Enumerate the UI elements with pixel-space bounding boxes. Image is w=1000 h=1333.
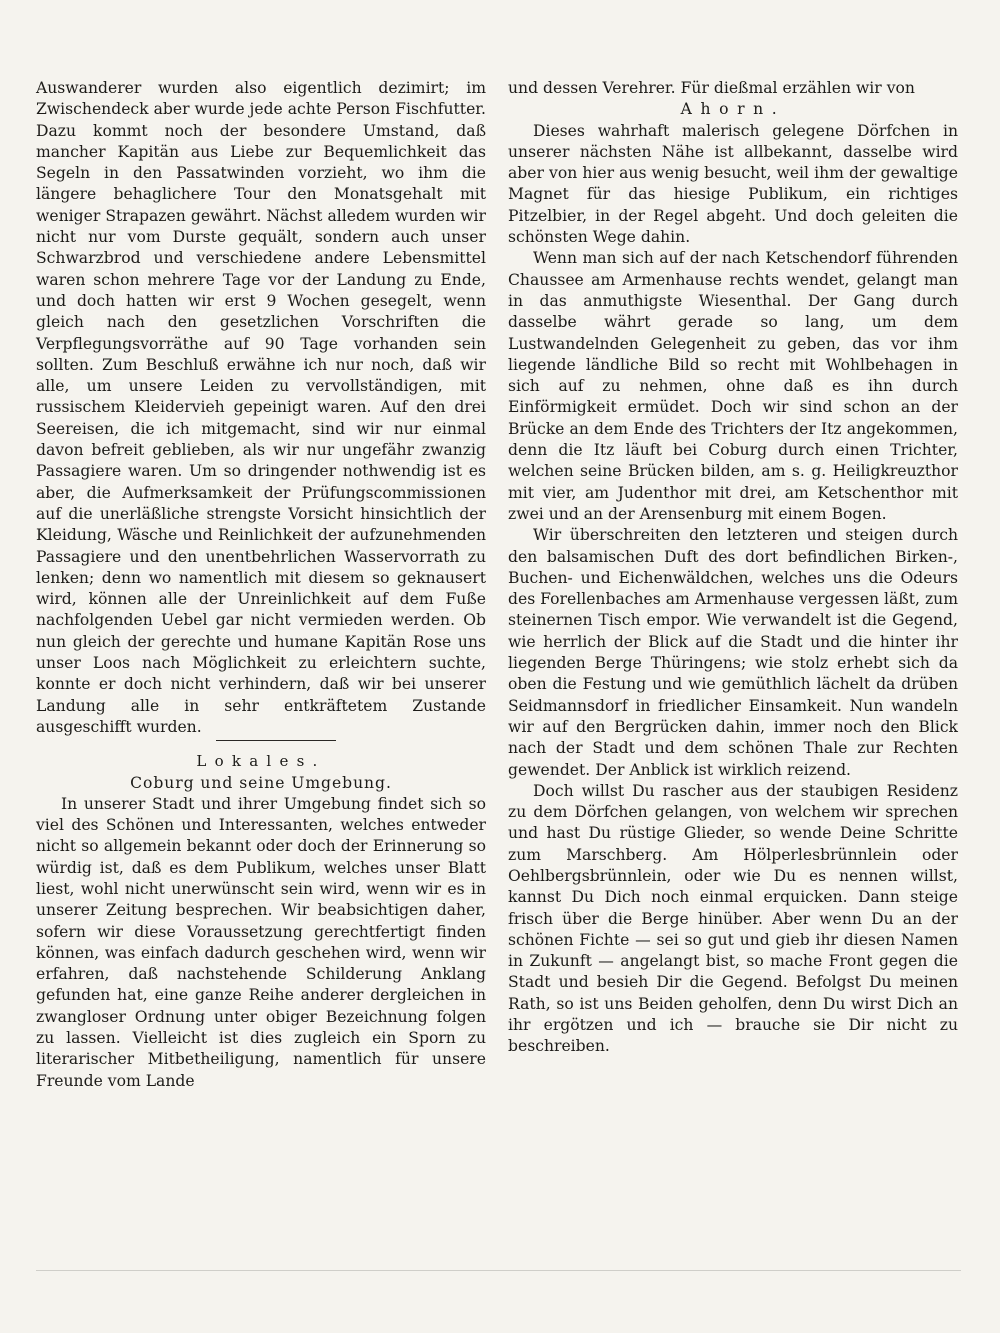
- bottom-rule: [36, 1270, 961, 1271]
- left-column: [36, 78, 486, 1092]
- forest-walk-paragraph: Wir überschreiten den letzteren und steigen durch den balsamischen Duft des dort befindlichen Birken-, Buchen- und Eichenwäldchen, welches uns die Odeurs des Forellenbaches am Armenhause vergessen läßt, zum steinernen Tisch empor. Wie verwandelt ist die Gegend, wie herrlich der Blick auf die Stadt und die hinter ihr liegenden Berge Thüringens; wie stolz erhebt sich da oben die Festung und wie gemüthlich lächelt da drüben Seidmannsdorf in friedlicher Einsamkeit. Nun wandeln wir auf den Bergrücken dahin, immer noch den Blick nach der Stadt und dem schönen Thale zur Rechten gewendet. Der Anblick ist wirklich reizend.: [508, 526, 958, 779]
- article-intro-paragraph: In unserer Stadt und ihrer Umgebung findet sich so viel des Schönen und Interessanten, welches entweder nicht so allgemein bekannt oder doch der Erinnerung so würdig ist, daß es dem Publikum, welches unser Blatt liest, wohl nicht unerwünscht sein wird, wenn wir es in unserer Zeitung besprechen. Wir beabsichtigen daher, sofern wir diese Voraussetzung gerechtfertigt finden können, was einfach dadurch geschehen wird, wenn wir erfahren, daß nachstehende Schilderung Anklang gefunden hat, eine ganze Reihe anderer dergleichen in zwangloser Ordnung unter obiger Bezeichnung folgen zu lassen. Vielleicht ist dies zugleich ein Sporn zu literarischer Mitbetheiligung, namentlich für unsere Freunde vom Lande: [36, 794, 486, 1090]
- route-description-paragraph: Wenn man sich auf der nach Ketschendorf führenden Chaussee am Armenhause rechts wendet, gelangt man in das anmuthigste Wiesenthal. Der Gang durch dasselbe währt gerade so lang, um dem Lustwandelnden Gelegenheit zu geben, das vor ihm liegende ländliche Bild so recht mit Wohlbehagen in sich auf zu nehmen, ohne daß es ihn durch Einförmigkeit ermüdet. Doch wir sind schon an der Brücke an dem Ende des Trichters der Itz angekommen, denn die Itz läuft bei Coburg durch einen Trichter, welchen seine Brücken bilden, am s. g. Heiligkreuzthor mit vier, am Judenthor mit drei, am Ketschenthor mit zwei und an der Arensenburg mit einem Bogen.: [508, 249, 958, 523]
- emigration-report-paragraph: Auswanderer wurden also eigentlich dezimirt; im Zwischendeck aber wurde jede achte Person Fischfutter. Dazu kommt noch der besondere Umstand, daß mancher Kapitän aus Liebe zur Bequemlichkeit das Segeln in den Passatwinden vorzieht, wo ihm die längere behaglichere Tour den Monatsgehalt mit weniger Strapazen gewährt. Nächst alledem wurden wir nicht nur vom Durste gequält, sondern auch unser Schwarzbrod und verschiedene andere Lebensmittel waren schon mehrere Tage vor der Landung zu Ende, und doch hatten wir erst 9 Wochen gesegelt, wenn gleich nach den gesetzlichen Vorschriften die Verpflegungsvorräthe auf 90 Tage vorhanden sein sollten. Zum Beschluß erwähne ich nur noch, daß wir alle, um unsere Leiden zu vervollständigen, mit russischem Kleidervieh gepeinigt waren. Auf den drei Seereisen, die ich mitgemacht, sind wir nur einmal davon befreit geblieben, als wir nur ungefähr zwanzig Passagiere waren. Um so dringender nothwendig ist es aber, die Aufmerksamkeit der Prüfungscommissionen auf die unerläßliche strengste Vorsicht hinsichtlich der Kleidung, Wäsche und Reinlichkeit der aufzunehmenden Passagiere und den unentbehrlichen Wasservorrath zu lenken; denn wo namentlich mit diesem so geknausert wird, können alle der Unreinlichkeit auf dem Fuße nachfolgenden Uebel gar nicht vermieden werden. Ob nun gleich der gerechte und humane Kapitän Rose uns unser Loos nach Möglichkeit zu erleichtern suchte, konnte er doch nicht verhindern, daß wir bei unserer Landung alle in sehr entkräftetem Zustande ausgeschifft wurden.: [36, 79, 486, 736]
- article-title: Coburg und seine Umgebung.: [130, 773, 392, 792]
- village-description-paragraph: Dieses wahrhaft malerisch gelegene Dörfchen in unserer nächsten Nähe ist allbekannt, dasselbe wird aber von hier aus wenig besucht, weil ihm der gewaltige Magnet für das hiesige Publikum, ein richtiges Pitzelbier, in der Regel abgeht. Und doch geleiten die schönsten Wege dahin.: [508, 121, 958, 247]
- place-name-heading: Ahorn.: [680, 100, 786, 119]
- section-divider: [216, 740, 336, 741]
- alternative-route-paragraph: Doch willst Du rascher aus der staubigen Residenz zu dem Dörfchen gelangen, von welchem wir sprechen und hast Du rüstige Glieder, so wende Deine Schritte zum Marschberg. Am Hölperlesbrünnlein oder Oehlbergsbrünnlein, oder wie Du es nennen willst, kannst Du Dich noch einmal erquicken. Dann steige frisch über die Berge hinüber. Aber wenn Du an der schönen Fichte — sei so gut und gieb ihr diesen Namen in Zukunft — angelangt bist, so mache Front gegen die Stadt und besieh Dir die Gegend. Befolgst Du meinen Rath, so ist uns Beiden geholfen, denn Du wirst Dich an ihr ergötzen und ich — brauche sie Dir nicht zu beschreiben.: [508, 781, 958, 1056]
- article-continuation-line: und dessen Verehrer. Für dießmal erzählen wir von: [508, 79, 915, 97]
- section-heading: Lokales.: [196, 752, 326, 771]
- right-column: [508, 78, 958, 1058]
